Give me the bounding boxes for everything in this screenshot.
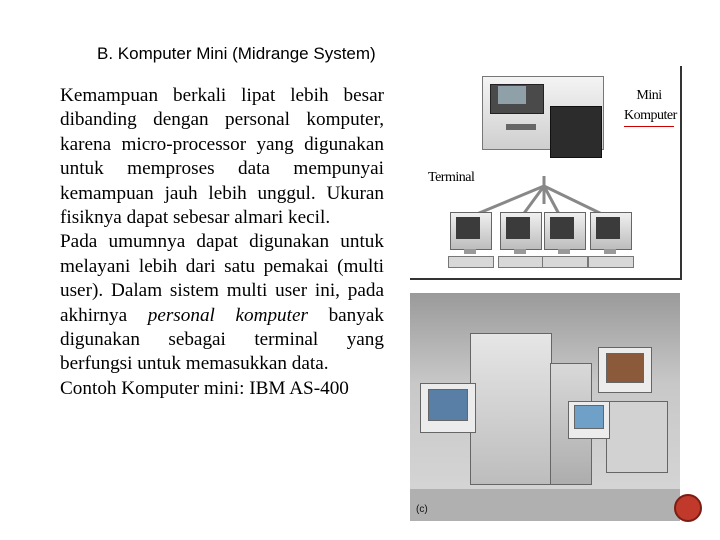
body-text xyxy=(60,84,384,401)
photo-caption: (c) xyxy=(416,504,428,515)
photo-screen-left xyxy=(428,389,468,421)
mini-computer-console xyxy=(498,86,526,104)
label-mini-komputer xyxy=(624,86,677,127)
mini-computer-diagram xyxy=(410,66,682,280)
photo-cabinet-main xyxy=(470,333,552,485)
terminal-3 xyxy=(542,212,586,270)
terminal-stand xyxy=(558,249,570,254)
terminal-keyboard xyxy=(448,256,494,268)
terminal-screen xyxy=(456,217,480,239)
terminal-1 xyxy=(448,212,492,270)
paragraph-2 xyxy=(60,230,384,376)
terminal-keyboard xyxy=(588,256,634,268)
terminal-stand xyxy=(604,249,616,254)
terminal-stand xyxy=(514,249,526,254)
slide-title: B. Komputer Mini (Midrange System) xyxy=(97,44,376,63)
terminal-screen xyxy=(596,217,620,239)
terminal-keyboard xyxy=(542,256,588,268)
terminal-stand xyxy=(464,249,476,254)
mini-computer-drive-slot xyxy=(506,124,536,130)
photo-screen-center xyxy=(574,405,604,429)
paragraph-2-italic: personal komputer xyxy=(147,304,308,326)
photo-printer xyxy=(606,401,668,473)
paragraph-2-start: Pada umumnya dapat digunakan untuk melayani lebih dari satu pemakai (multi user). Dalam sistem multi user ini, pada akhirnya xyxy=(60,231,384,326)
paragraph-3: Contoh Komputer mini: IBM AS-400 xyxy=(60,377,349,399)
label-mini-line2: Komputer xyxy=(624,106,674,127)
terminal-screen xyxy=(550,217,574,239)
mini-computer-tower xyxy=(550,106,602,158)
label-terminal: Terminal xyxy=(428,170,475,185)
terminal-4 xyxy=(588,212,632,270)
paragraph-1: Kemampuan berkali lipat lebih besar dibanding dengan personal komputer, karena micro-processor yang digunakan untuk memproses data mempunyai kemampuan jauh lebih unggul. Ukuran fisiknya dapat sebesar almari kecil. xyxy=(60,85,384,229)
terminal-screen xyxy=(506,217,530,239)
label-mini-line1: Mini xyxy=(636,88,662,103)
photo-floor xyxy=(410,489,680,521)
ibm-as400-photo xyxy=(410,293,680,521)
terminal-2 xyxy=(498,212,542,270)
photo-screen-right xyxy=(606,353,644,383)
page-badge-icon xyxy=(674,494,702,522)
paragraph-2-end: banyak digunakan sebagai terminal yang berfungsi untuk memasukkan data. xyxy=(60,304,384,375)
terminal-keyboard xyxy=(498,256,544,268)
